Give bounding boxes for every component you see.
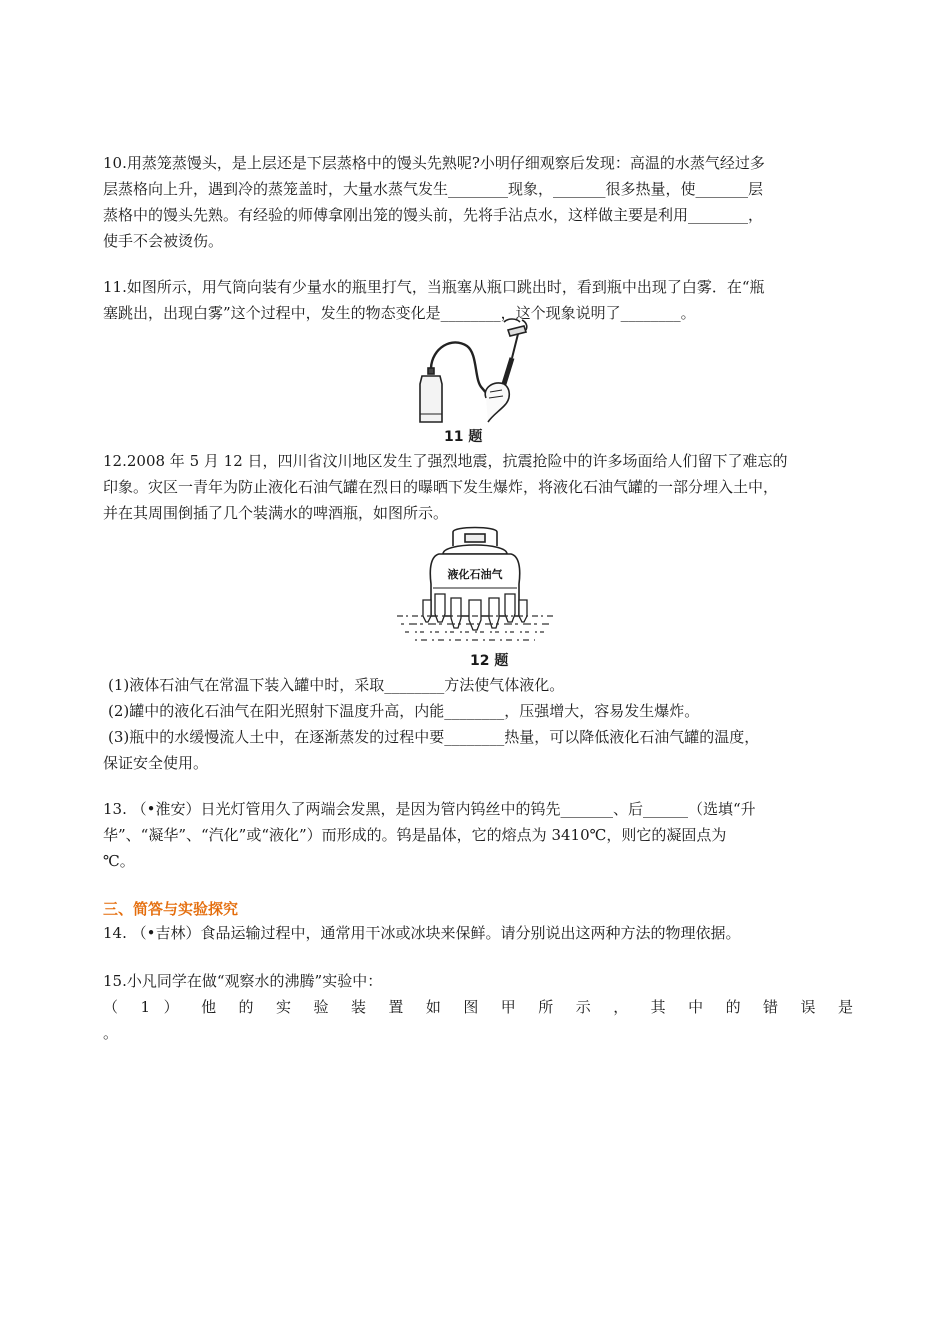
question-15 bbox=[103, 968, 853, 1046]
figure-11-caption: 11 题 bbox=[444, 429, 483, 445]
q10-line-1: 10.用蒸笼蒸馒头，是上层还是下层蒸格中的馒头先熟呢?小明仔细观察后发现：高温的水蒸气经过多 bbox=[103, 154, 765, 172]
bottle-illustration bbox=[420, 368, 442, 422]
q15-line-3: 。 bbox=[103, 1024, 119, 1042]
q13-line-3: ℃。 bbox=[103, 852, 135, 870]
q13-line-1: 13. （•淮安）日光灯管用久了两端会发黑，是因为管内钨丝中的钨先_______、后______（选填“升 bbox=[103, 800, 756, 818]
q15-line-1: 15.小凡同学在做“观察水的沸腾”实验中： bbox=[103, 972, 383, 990]
q15-line-2: （ 1 ） 他 的 实 验 装 置 如 图 甲 所 示 ， 其 中 的 错 误 是 bbox=[103, 998, 853, 1016]
q12-subquestion-1: (1)液体石油气在常温下装入罐中时，采取________方法使气体液化。 bbox=[108, 676, 565, 694]
question-10 bbox=[103, 150, 853, 254]
q12-subquestion-2: (2)罐中的液化石油气在阳光照射下温度升高，内能________，压强增大，容易发生爆炸。 bbox=[108, 702, 700, 720]
q12-line-3: 并在其周围倒插了几个装满水的啤酒瓶，如图所示。 bbox=[103, 504, 449, 522]
tank-label: 液化石油气 bbox=[447, 568, 503, 581]
q12-line-1: 12.2008 年 5 月 12 日，四川省汶川地区发生了强烈地震，抗震抢险中的许多场面给人们留下了难忘的 bbox=[103, 452, 788, 470]
q11-line-2: 塞跳出，出现白雾”这个过程中，发生的物态变化是________，这个现象说明了________。 bbox=[103, 304, 696, 322]
q10-line-4: 使手不会被烫伤。 bbox=[103, 232, 224, 250]
question-12 bbox=[103, 448, 853, 526]
pump-bottle-figure bbox=[412, 318, 537, 428]
gas-tank-figure bbox=[395, 524, 555, 652]
q10-line-3: 蒸格中的馒头先熟。有经验的师傅拿刚出笼的馒头前，先将手沾点水，这样做主要是利用________， bbox=[103, 206, 764, 224]
q10-line-2: 层蒸格向上升，遇到冷的蒸笼盖时，大量水蒸气发生________现象，_______很多热量，使_______层 bbox=[103, 180, 764, 198]
q12-subquestion-3-cont: 保证安全使用。 bbox=[103, 754, 209, 772]
air-pump-illustration bbox=[485, 319, 527, 422]
q13-line-2: 华”、“凝华”、“汽化”或“液化”）而形成的。钨是晶体，它的熔点为 3410℃，则它的凝固点为 bbox=[103, 826, 727, 844]
question-13 bbox=[103, 796, 853, 874]
q11-line-1: 11.如图所示，用气筒向装有少量水的瓶里打气，当瓶塞从瓶口跳出时，看到瓶中出现了白雾．在“瓶 bbox=[103, 278, 765, 296]
q12-subquestion-3: (3)瓶中的水缓慢流人土中，在逐渐蒸发的过程中要________热量，可以降低液化石油气罐的温度， bbox=[108, 728, 760, 746]
q12-line-2: 印象。灾区一青年为防止液化石油气罐在烈日的曝晒下发生爆炸，将液化石油气罐的一部分埋入土中， bbox=[103, 478, 779, 496]
question-14: 14. （•吉林）食品运输过程中，通常用干冰或冰块来保鲜。请分别说出这两种方法的物理依据。 bbox=[103, 924, 741, 942]
section-heading: 三、简答与实验探究 bbox=[103, 900, 239, 918]
figure-12-caption: 12 题 bbox=[470, 653, 509, 669]
